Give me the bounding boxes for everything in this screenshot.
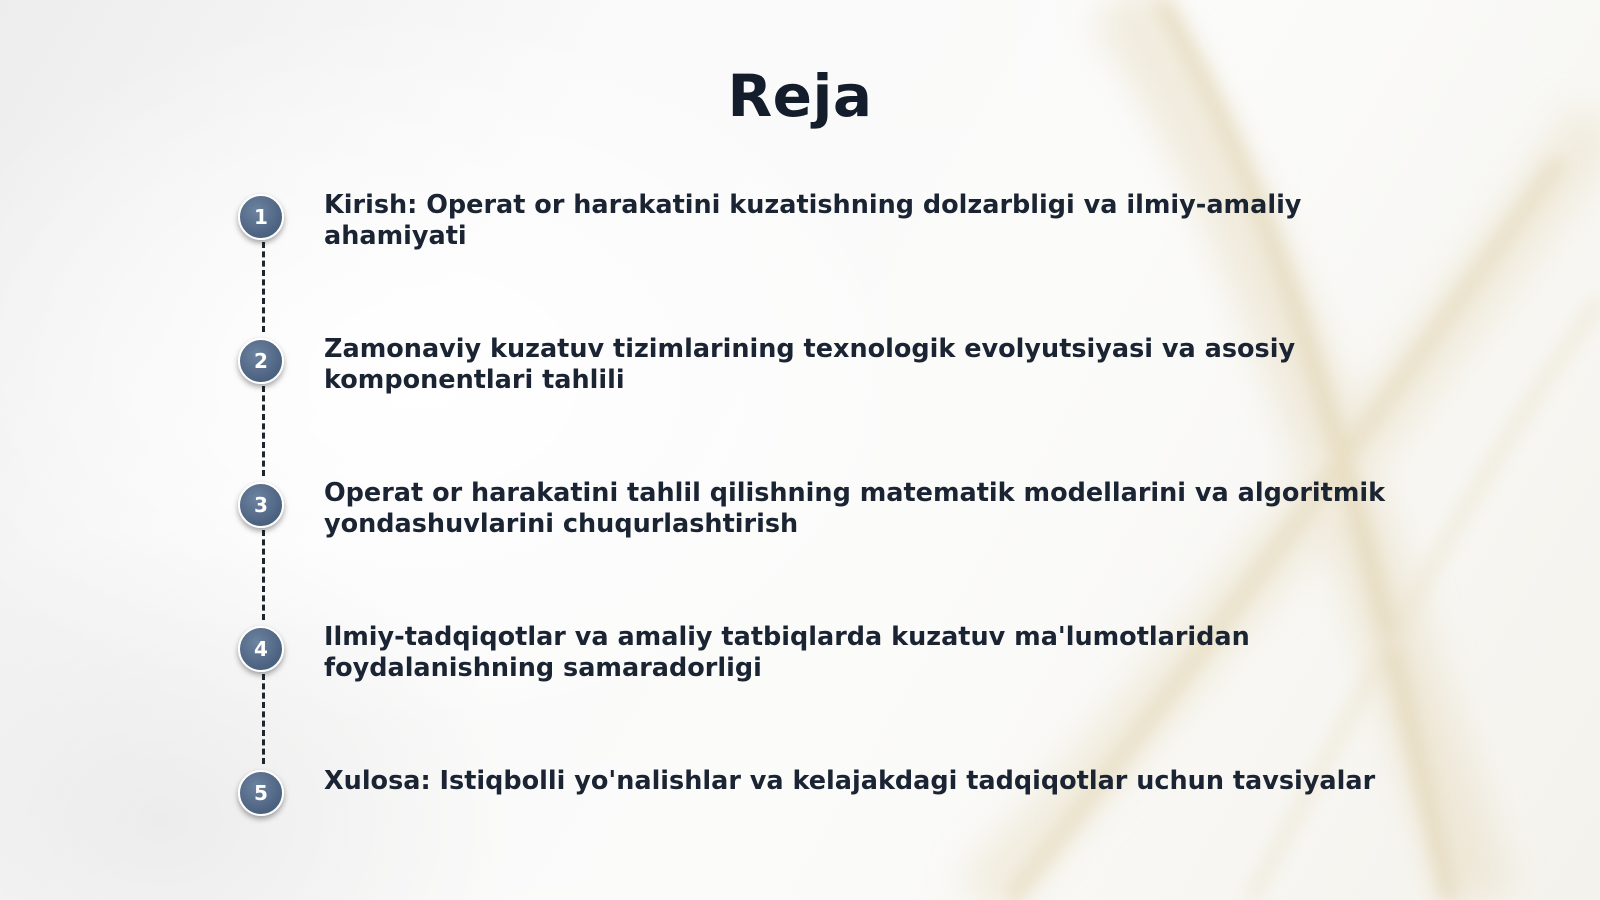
agenda-item [238, 190, 1438, 270]
step-number-badge: 2 [238, 338, 284, 384]
step-number-badge: 3 [238, 482, 284, 528]
agenda-item-text: Kirish: Operat or harakatini kuzatishning dolzarbligi va ilmiy-amaliy ahamiyati [324, 190, 1302, 251]
agenda-item [238, 478, 1438, 558]
step-number-badge: 4 [238, 626, 284, 672]
agenda-item [238, 622, 1438, 702]
agenda-item-text: Operat or harakatini tahlil qilishning matematik modellarini va algoritmik yondashuvlarini chuqurlashtirish [324, 478, 1386, 539]
step-number-badge: 5 [238, 770, 284, 816]
agenda-item-text: Xulosa: Istiqbolli yo'nalishlar va kelajakdagi tadqiqotlar uchun tavsiyalar [324, 766, 1376, 796]
step-number-badge: 1 [238, 194, 284, 240]
agenda-item [238, 334, 1438, 414]
agenda-item-text: Ilmiy-tadqiqotlar va amaliy tatbiqlarda kuzatuv ma'lumotlaridan foydalanishning samaradorligi [324, 622, 1250, 683]
agenda-item-text: Zamonaviy kuzatuv tizimlarining texnologik evolyutsiyasi va asosiy komponentlari tahlili [324, 334, 1296, 395]
agenda-timeline [238, 190, 1438, 830]
agenda-item [238, 766, 1438, 846]
page-title: Reja [727, 62, 873, 130]
